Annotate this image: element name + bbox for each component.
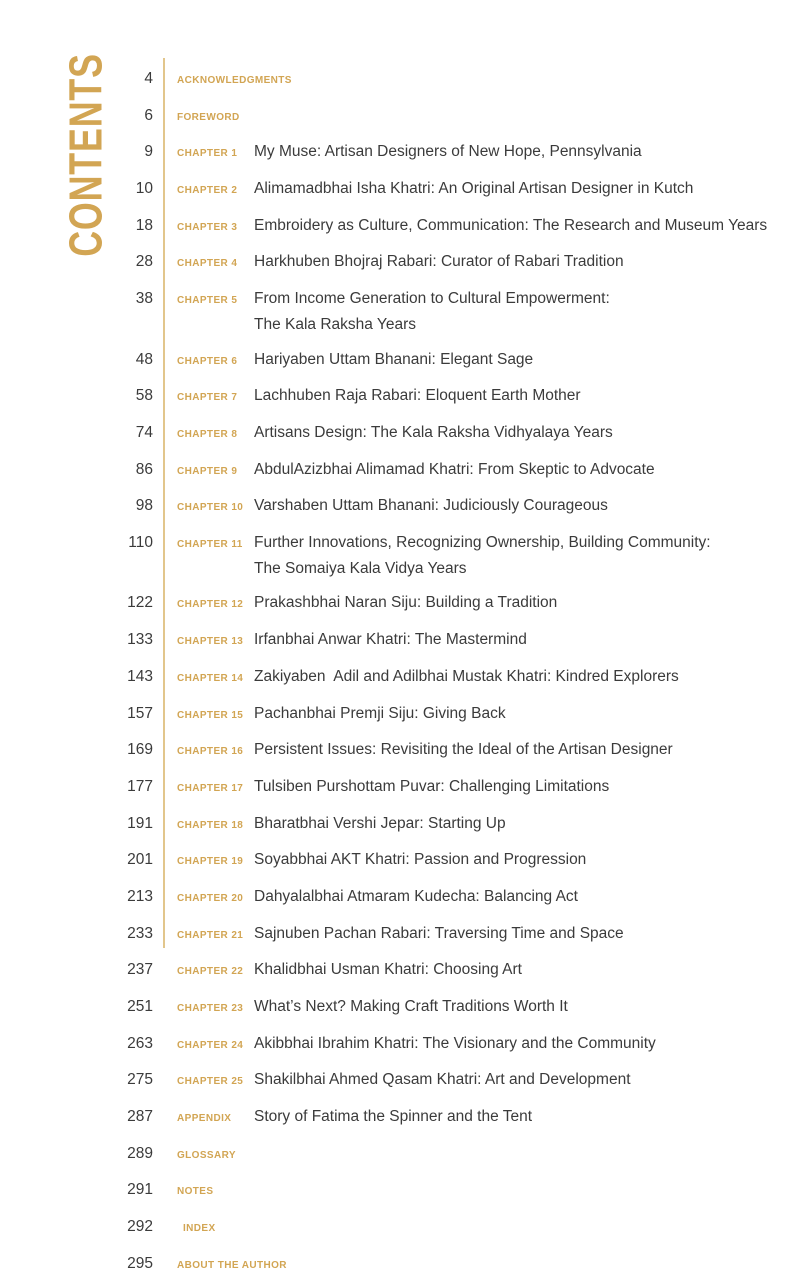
toc-entry bbox=[0, 374, 791, 411]
toc-entry-label: CHAPTER 5 bbox=[177, 294, 238, 306]
toc-page-number: 233 bbox=[127, 924, 153, 942]
toc-page-number: 48 bbox=[135, 350, 153, 368]
toc-rule-gap bbox=[153, 912, 177, 938]
toc-entry-titles bbox=[254, 701, 791, 727]
toc-entry-label: CHAPTER 20 bbox=[177, 892, 244, 904]
toc-entry-label: CHAPTER 24 bbox=[177, 1039, 244, 1051]
toc-entry-titles bbox=[254, 176, 791, 202]
toc-entry bbox=[0, 949, 791, 986]
toc-page-number: 292 bbox=[127, 1218, 153, 1236]
toc-list bbox=[0, 57, 791, 1279]
toc-rule-gap bbox=[153, 240, 177, 266]
toc-entry bbox=[0, 240, 791, 277]
toc-entry-titles bbox=[254, 957, 791, 983]
toc-rule-gap bbox=[153, 1205, 177, 1231]
toc-entry bbox=[0, 1242, 791, 1279]
toc-entry-titles bbox=[254, 1031, 791, 1057]
toc-entry bbox=[0, 57, 791, 94]
toc-entry bbox=[0, 1205, 791, 1242]
toc-rule-gap bbox=[153, 338, 177, 364]
toc-entry-titles bbox=[254, 627, 791, 653]
toc-entry-label: CHAPTER 8 bbox=[177, 428, 238, 440]
toc-entry bbox=[0, 94, 791, 131]
toc-page-number: 86 bbox=[135, 460, 153, 478]
toc-rule-gap bbox=[153, 728, 177, 754]
toc-entry-label: CHAPTER 18 bbox=[177, 819, 244, 831]
toc-entry-title: AbdulAzizbhai Alimamad Khatri: From Skeptic to Advocate bbox=[254, 460, 655, 478]
toc-entry-title: Irfanbhai Anwar Khatri: The Mastermind bbox=[254, 631, 527, 649]
toc-page-number: 295 bbox=[127, 1254, 153, 1272]
toc-rule-gap bbox=[153, 484, 177, 510]
toc-rule-gap bbox=[153, 277, 177, 303]
toc-entry-title: Soyabbhai AKT Khatri: Passion and Progression bbox=[254, 851, 587, 869]
toc-entry-titles bbox=[254, 457, 791, 483]
toc-entry-title: Embroidery as Culture, Communication: The Research and Museum Years bbox=[254, 216, 768, 234]
toc-entry-label: CHAPTER 11 bbox=[177, 538, 243, 550]
toc-entry-title: Varshaben Uttam Bhanani: Judiciously Courageous bbox=[254, 497, 608, 515]
toc-entry-title: Persistent Issues: Revisiting the Ideal of the Artisan Designer bbox=[254, 741, 673, 759]
toc-page-number: 289 bbox=[127, 1144, 153, 1162]
toc-page-number: 169 bbox=[127, 741, 153, 759]
toc-entry-titles bbox=[254, 530, 791, 582]
toc-entry bbox=[0, 204, 791, 241]
toc-entry-titles bbox=[254, 737, 791, 763]
toc-entry bbox=[0, 1022, 791, 1059]
toc-entry-label: NOTES bbox=[177, 1186, 214, 1198]
toc-rule-gap bbox=[153, 1132, 177, 1158]
toc-page-number: 191 bbox=[127, 814, 153, 832]
toc-page-number: 74 bbox=[135, 423, 153, 441]
toc-entry bbox=[0, 655, 791, 692]
toc-entry bbox=[0, 582, 791, 619]
toc-page-number: 201 bbox=[127, 851, 153, 869]
toc-entry-titles bbox=[254, 664, 791, 690]
toc-page-number: 28 bbox=[135, 253, 153, 271]
toc-entry-label: INDEX bbox=[183, 1223, 216, 1235]
toc-rule-gap bbox=[153, 1242, 177, 1268]
toc-entry-title: Akibbhai Ibrahim Khatri: The Visionary and the Community bbox=[254, 1034, 656, 1052]
toc-rule-gap bbox=[153, 875, 177, 901]
toc-page-number: 10 bbox=[135, 179, 153, 197]
toc-rule-gap bbox=[153, 411, 177, 437]
toc-entry bbox=[0, 692, 791, 729]
toc-rule-gap bbox=[153, 618, 177, 644]
toc-entry-title: Further Innovations, Recognizing Ownership, Building Community: bbox=[254, 533, 711, 551]
toc-entry-title: The Somaiya Kala Vidya Years bbox=[254, 559, 467, 577]
toc-entry-titles bbox=[254, 921, 791, 947]
toc-page-number: 38 bbox=[135, 289, 153, 307]
toc-entry-label: GLOSSARY bbox=[177, 1149, 236, 1161]
toc-rule-gap bbox=[153, 374, 177, 400]
toc-entry-label: CHAPTER 2 bbox=[177, 184, 238, 196]
toc-page-number: 237 bbox=[127, 961, 153, 979]
toc-entry-label: CHAPTER 10 bbox=[177, 502, 244, 514]
toc-entry-titles bbox=[254, 994, 791, 1020]
toc-rule-gap bbox=[153, 655, 177, 681]
toc-entry bbox=[0, 448, 791, 485]
toc-page-number: 213 bbox=[127, 887, 153, 905]
toc-entry bbox=[0, 985, 791, 1022]
toc-entry-titles bbox=[254, 1067, 791, 1093]
toc-rule-gap bbox=[153, 130, 177, 156]
contents-vertical-title: CONTENTS bbox=[59, 53, 111, 257]
toc-entry-titles bbox=[254, 286, 791, 338]
toc-page-number: 157 bbox=[127, 704, 153, 722]
toc-rule-gap bbox=[153, 521, 177, 547]
toc-rule-gap bbox=[153, 1022, 177, 1048]
toc-rule-gap bbox=[153, 57, 177, 83]
toc-page-number: 18 bbox=[135, 216, 153, 234]
toc-page-number: 6 bbox=[144, 106, 153, 124]
toc-page-number: 263 bbox=[127, 1034, 153, 1052]
toc-entry-label: CHAPTER 17 bbox=[177, 782, 244, 794]
toc-page-number: 251 bbox=[127, 998, 153, 1016]
toc-entry-label: ACKNOWLEDGMENTS bbox=[177, 74, 292, 86]
toc-rule-gap bbox=[153, 204, 177, 230]
toc-entry-label: ABOUT THE AUTHOR bbox=[177, 1259, 287, 1271]
toc-entry-label: CHAPTER 1 bbox=[177, 148, 238, 160]
toc-entry-titles bbox=[254, 383, 791, 409]
toc-entry-label: CHAPTER 3 bbox=[177, 221, 238, 233]
toc-entry-label: CHAPTER 22 bbox=[177, 966, 244, 978]
toc-page-number: 177 bbox=[127, 777, 153, 795]
toc-entry-title: Bharatbhai Vershi Jepar: Starting Up bbox=[254, 814, 506, 832]
toc-page-number: 110 bbox=[128, 533, 153, 551]
toc-entry-label: APPENDIX bbox=[177, 1113, 232, 1125]
toc-entry-label: CHAPTER 19 bbox=[177, 856, 244, 868]
toc-entry-title: Khalidbhai Usman Khatri: Choosing Art bbox=[254, 961, 522, 979]
toc-entry bbox=[0, 1169, 791, 1206]
toc-entry-titles bbox=[254, 213, 791, 239]
toc-entry-label: CHAPTER 15 bbox=[177, 709, 244, 721]
toc-entry-title: The Kala Raksha Years bbox=[254, 315, 416, 333]
toc-entry-label: CHAPTER 9 bbox=[177, 465, 238, 477]
toc-entry-title: Prakashbhai Naran Siju: Building a Tradition bbox=[254, 594, 558, 612]
toc-page-number: 4 bbox=[144, 69, 153, 87]
toc-entry bbox=[0, 1059, 791, 1096]
toc-page-number: 143 bbox=[127, 667, 153, 685]
toc-rule-gap bbox=[153, 765, 177, 791]
toc-page-number: 122 bbox=[127, 594, 153, 612]
toc-rule-gap bbox=[153, 1059, 177, 1085]
toc-rule-gap bbox=[153, 1095, 177, 1121]
toc-entry-label: FOREWORD bbox=[177, 111, 240, 123]
toc-rule-gap bbox=[153, 1169, 177, 1195]
toc-entry-titles bbox=[254, 811, 791, 837]
toc-entry-label: CHAPTER 16 bbox=[177, 746, 244, 758]
toc-entry-title: From Income Generation to Cultural Empowerment: bbox=[254, 289, 610, 307]
toc-entry-titles bbox=[254, 847, 791, 873]
toc-entry-title: Pachanbhai Premji Siju: Giving Back bbox=[254, 704, 506, 722]
toc-entry-titles bbox=[254, 139, 791, 165]
toc-entry-label: CHAPTER 25 bbox=[177, 1076, 244, 1088]
toc-entry-label: CHAPTER 7 bbox=[177, 392, 238, 404]
toc-entry-title: Dahyalalbhai Atmaram Kudecha: Balancing Act bbox=[254, 887, 578, 905]
toc-entry-title: What’s Next? Making Craft Traditions Worth It bbox=[254, 998, 568, 1016]
toc-entry-titles bbox=[254, 884, 791, 910]
toc-entry-titles bbox=[254, 590, 791, 616]
toc-page-number: 98 bbox=[135, 497, 153, 515]
toc-entry bbox=[0, 802, 791, 839]
toc-entry bbox=[0, 1095, 791, 1132]
toc-rule-gap bbox=[153, 802, 177, 828]
toc-entry-label: CHAPTER 6 bbox=[177, 355, 238, 367]
toc-rule-gap bbox=[153, 167, 177, 193]
toc-entry-label: CHAPTER 13 bbox=[177, 636, 244, 648]
toc-entry-titles bbox=[254, 420, 791, 446]
toc-entry-title: Harkhuben Bhojraj Rabari: Curator of Rabari Tradition bbox=[254, 253, 624, 271]
toc-entry-titles bbox=[254, 774, 791, 800]
toc-entry bbox=[0, 277, 791, 338]
toc-page-number: 9 bbox=[144, 143, 153, 161]
toc-entry-titles bbox=[254, 1104, 791, 1130]
toc-entry bbox=[0, 130, 791, 167]
toc-entry bbox=[0, 338, 791, 375]
toc-entry bbox=[0, 875, 791, 912]
toc-entry-title: Shakilbhai Ahmed Qasam Khatri: Art and Development bbox=[254, 1071, 631, 1089]
toc-entry bbox=[0, 912, 791, 949]
toc-entry-title: Lachhuben Raja Rabari: Eloquent Earth Mother bbox=[254, 387, 581, 405]
toc-entry-title: My Muse: Artisan Designers of New Hope, Pennsylvania bbox=[254, 143, 642, 161]
toc-entry-title: Sajnuben Pachan Rabari: Traversing Time and Space bbox=[254, 924, 624, 942]
toc-entry bbox=[0, 728, 791, 765]
toc-entry-label: CHAPTER 23 bbox=[177, 1003, 244, 1015]
toc-entry bbox=[0, 484, 791, 521]
toc-entry-title: Alimamadbhai Isha Khatri: An Original Artisan Designer in Kutch bbox=[254, 179, 694, 197]
toc-entry-titles bbox=[254, 249, 791, 275]
toc-rule-gap bbox=[153, 448, 177, 474]
toc-rule-gap bbox=[153, 949, 177, 975]
toc-entry bbox=[0, 167, 791, 204]
toc-entry-titles bbox=[254, 493, 791, 519]
toc-page-number: 133 bbox=[127, 631, 153, 649]
toc-rule-gap bbox=[153, 838, 177, 864]
toc-rule-gap bbox=[153, 985, 177, 1011]
toc-page-number: 275 bbox=[127, 1071, 153, 1089]
toc-entry-label: CHAPTER 21 bbox=[177, 929, 244, 941]
toc-entry-title: Artisans Design: The Kala Raksha Vidhyalaya Years bbox=[254, 423, 613, 441]
toc-page-number: 58 bbox=[135, 387, 153, 405]
toc-rule-gap bbox=[153, 692, 177, 718]
toc-entry bbox=[0, 765, 791, 802]
toc-page-number: 291 bbox=[127, 1181, 153, 1199]
toc-entry-title: Zakiyaben Adil and Adilbhai Mustak Khatri: Kindred Explorers bbox=[254, 667, 679, 685]
toc-rule-gap bbox=[153, 94, 177, 120]
toc-entry-label: CHAPTER 4 bbox=[177, 258, 238, 270]
toc-entry-label: CHAPTER 12 bbox=[177, 599, 244, 611]
toc-entry-title: Story of Fatima the Spinner and the Tent bbox=[254, 1108, 533, 1126]
toc-entry bbox=[0, 521, 791, 582]
toc-entry bbox=[0, 1132, 791, 1169]
toc-rule-gap bbox=[153, 582, 177, 608]
toc-entry-title: Hariyaben Uttam Bhanani: Elegant Sage bbox=[254, 350, 534, 368]
toc-entry bbox=[0, 618, 791, 655]
toc-entry-label: CHAPTER 14 bbox=[177, 672, 244, 684]
toc-entry bbox=[0, 838, 791, 875]
toc-entry-titles bbox=[254, 347, 791, 373]
toc-entry-title: Tulsiben Purshottam Puvar: Challenging Limitations bbox=[254, 777, 610, 795]
toc-entry bbox=[0, 411, 791, 448]
toc-page-number: 287 bbox=[127, 1108, 153, 1126]
